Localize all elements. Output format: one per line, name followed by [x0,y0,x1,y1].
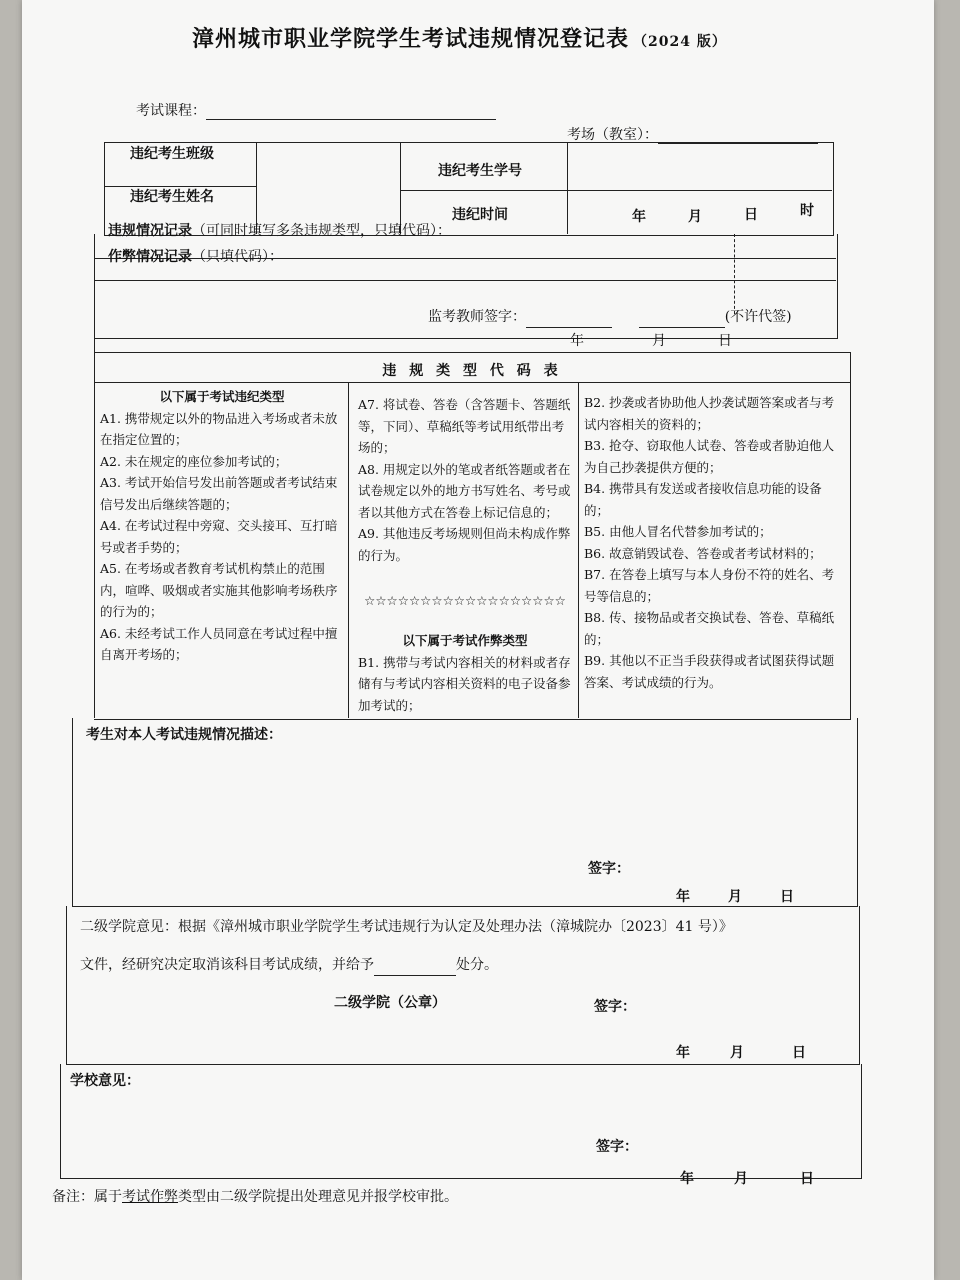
cheating-record-label: 作弊情况记录 [108,249,192,265]
class-input-cell[interactable] [258,144,398,232]
no-proxy-note: (不许代签) [724,309,792,325]
invigilator-date-year: 年 [570,333,584,349]
divider [567,142,568,234]
divider [734,234,735,314]
code-column-1 [100,386,344,666]
course-label: 考试课程： [136,103,206,119]
penalty-blank[interactable] [374,961,456,976]
course-blank[interactable] [206,105,496,120]
invigilator-sign-blank-1[interactable] [526,313,612,328]
school-opinion-label: 学校意见： [70,1073,140,1089]
room-field [567,124,818,144]
violation-record-label: 违规情况记录 [108,223,192,239]
code-item: B5. 由他人冒名代替参加考试的； [584,524,772,539]
cheating-heading: 以下属于考试作弊类型 [402,633,528,648]
school-year: 年 [680,1171,694,1187]
violation-record[interactable] [108,220,451,242]
statement-day: 日 [780,889,794,905]
code-item: B1. 携带与考试内容相关的材料或者存储有与考试内容相关资料的电子设备参加考试的； [358,654,571,713]
divider [578,382,579,718]
statement-section[interactable] [72,718,858,907]
college-opinion-text: 二级学院意见：根据《漳州城市职业学院学生考试违规行为认定及处理办法（漳城院办〔2023〕41 号）》 [80,919,733,935]
code-item: B6. 故意销毁试卷、答卷或者考试材料的； [584,545,822,561]
code-item: A9. 其他违反考场规则但尚未构成作弊的行为。 [358,526,571,563]
footnote-suffix: 类型由二级学院提出处理意见并报学校审批。 [178,1189,458,1205]
divider [94,382,850,383]
statement-year: 年 [676,889,690,905]
statement-month: 月 [728,889,742,905]
code-item: A4. 在考试过程中旁窥、交头接耳、互打暗号或者手势的； [100,518,338,555]
college-sign-label: 签字： [594,999,636,1015]
student-id-label: 违纪考生学号 [438,163,522,179]
school-sign-label: 签字： [596,1139,638,1155]
name-label: 违纪考生姓名 [130,189,214,205]
course-field [136,100,496,120]
school-opinion-section[interactable] [60,1064,862,1179]
school-day: 日 [800,1171,814,1187]
college-month: 月 [730,1045,744,1061]
invigilator-label: 监考教师签字： [428,309,526,325]
statement-label: 考生对本人考试违规情况描述： [86,727,282,743]
college-day: 日 [792,1045,806,1061]
date-month: 月 [688,209,702,225]
cheating-record[interactable] [108,246,283,268]
class-label: 违纪考生班级 [130,146,214,162]
code-item: B3. 抢夺、窃取他人试卷、答卷或者胁迫他人为自己抄袭提供方便的； [584,438,835,475]
form-page [22,0,934,1280]
invigilator-signature [428,306,792,328]
school-month: 月 [734,1171,748,1187]
footnote-underlined: 考试作弊 [122,1189,178,1205]
code-column-2 [358,394,572,566]
code-item: A5. 在考场或者教育考试机构禁止的范围内，喧哗、吸烟或者实施其他影响考场秩序的行为的； [100,561,338,619]
date-year: 年 [632,209,646,225]
code-item: A1. 携带规定以外的物品进入考场或者未放在指定位置的； [100,410,338,447]
invigilator-date-month: 月 [652,333,666,349]
college-year: 年 [676,1045,690,1061]
code-item: B9. 其他以不正当手段获得或者试图获得试题答案、考试成绩的行为。 [584,653,835,690]
code-column-2b [358,630,572,716]
time-label: 违纪时间 [452,207,508,223]
footnote [52,1186,458,1206]
code-item: A3. 考试开始信号发出前答题或者考试结束信号发出后继续答题的； [100,475,338,512]
room-label: 考场（教室）： [567,127,658,143]
college-seal-label: 二级学院（公章） [334,995,446,1011]
invigilator-sign-blank-2[interactable] [639,313,725,328]
student-id-input-cell[interactable] [570,144,830,188]
date-day: 日 [744,207,758,223]
college-opinion-text2b: 处分。 [456,957,498,973]
code-column-3 [584,392,844,693]
code-item: B4. 携带具有发送或者接收信息功能的设备的； [584,481,822,518]
code-table-title: 违 规 类 型 代 码 表 [382,363,562,379]
star-divider: ☆☆☆☆☆☆☆☆☆☆☆☆☆☆☆☆☆☆ [364,593,566,608]
code-item: B2. 抄袭或者协助他人抄袭试题答案或者与考试内容相关的资料的； [584,395,835,432]
violation-record-note: （可同时填写多条违规类型，只填代码）： [192,223,451,239]
divider [94,280,836,281]
form-version: （2024 版） [633,34,727,50]
invigilator-date-day: 日 [718,333,732,349]
college-opinion-text2a: 文件，经研究决定取消该科目考试成绩，并给予 [80,957,374,973]
statement-sign-label: 签字： [588,861,630,877]
date-hour: 时 [800,203,814,219]
form-title [192,22,727,53]
divider [94,338,95,718]
college-opinion-line2 [80,954,498,976]
code-item: B8. 传、接物品或者交换试卷、答卷、草稿纸的； [584,610,835,647]
code-item: B7. 在答卷上填写与本人身份不符的姓名、考号等信息的； [584,567,835,604]
code-item: A6. 未经考试工作人员同意在考试过程中擅自离开考场的； [100,625,338,662]
discipline-heading: 以下属于考试违纪类型 [159,389,285,404]
code-item: A8. 用规定以外的笔或者纸答题或者在试卷规定以外的地方书写姓名、考号或者以其他方式在答卷上标记信息的； [358,461,571,520]
divider [400,190,832,191]
code-item: A2. 未在规定的座位参加考试的； [100,453,288,469]
footnote-prefix: 备注：属于 [52,1189,122,1205]
title-text: 漳州城市职业学院学生考试违规情况登记表 [192,26,630,52]
divider [348,382,349,718]
cheating-record-note: （只填代码）： [192,249,283,265]
code-item: A7. 将试卷、答卷（含答题卡、答题纸等，下同）、草稿纸等考试用纸带出考场的； [358,397,571,455]
